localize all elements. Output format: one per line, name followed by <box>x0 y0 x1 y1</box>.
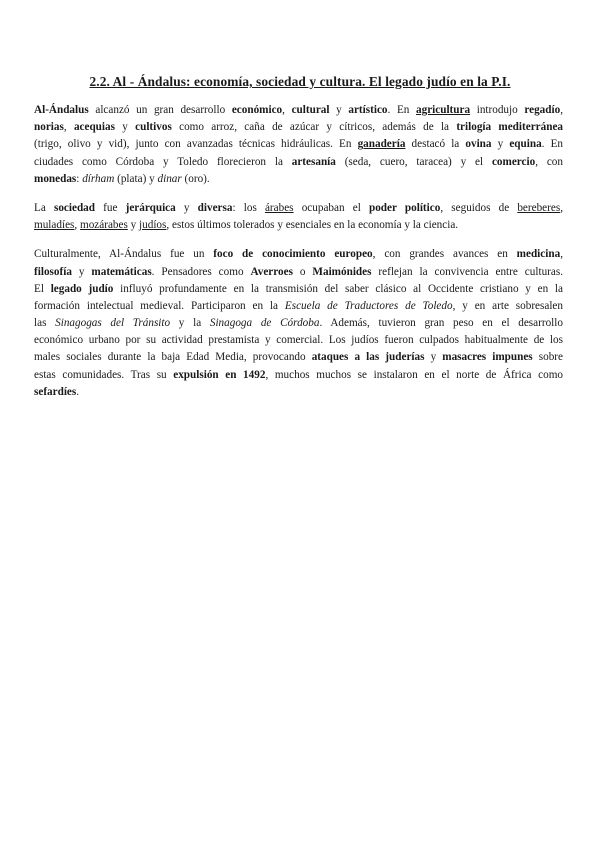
text-run: estas comunidades. Tras su <box>34 368 174 381</box>
term-ganaderia: ganadería <box>357 138 406 151</box>
text-run: destacó la <box>405 138 466 151</box>
text-line <box>34 102 563 119</box>
text-run: y <box>329 104 349 116</box>
text-run: ciudades como Córdoba y Toledo florecieron la <box>34 155 292 168</box>
term-ovina: ovina <box>465 138 492 151</box>
text-line <box>34 171 563 188</box>
text-run: : <box>76 172 83 185</box>
term-averroes: Averroes <box>250 265 293 278</box>
text-run: y <box>114 121 136 134</box>
term-acequias: acequias <box>73 121 115 134</box>
text-line <box>34 349 563 366</box>
term-sinagoga-cordoba: Sinagoga de Córdoba <box>209 317 320 330</box>
term-dirham: dírham <box>82 172 115 185</box>
term-cultural: cultural <box>291 104 330 116</box>
term-dinar: dinar <box>157 172 182 185</box>
text-run: formación intelectual medieval. Participaron en la <box>34 299 285 312</box>
term-foco-conocimiento: foco de conocimiento europeo <box>213 248 373 261</box>
text-line <box>34 264 563 281</box>
text-run: , y en arte sobresalen <box>452 299 563 312</box>
term-trilogia-mediterranea: trilogía mediterránea <box>456 121 564 134</box>
text-line <box>34 154 563 171</box>
text-run: alcanzó un gran desarrollo <box>88 104 232 116</box>
paragraph-economy <box>34 102 563 188</box>
text-line <box>34 281 563 298</box>
term-diversa: diversa <box>197 201 233 214</box>
term-regadio: regadío <box>524 104 561 116</box>
text-run: (plata) y <box>114 172 158 185</box>
term-norias: norias <box>34 121 64 134</box>
text-run: . En <box>541 138 564 151</box>
text-run: (oro). <box>181 172 210 185</box>
term-economico: económico <box>231 104 283 116</box>
text-line <box>34 332 563 349</box>
text-run: (seda, cuero, taracea) y el <box>335 155 492 168</box>
text-run: . <box>76 385 80 398</box>
term-filosofia: filosofía <box>34 265 72 278</box>
term-cultivos: cultivos <box>135 121 172 134</box>
term-monedas: monedas <box>34 172 77 185</box>
text-line <box>34 298 563 315</box>
text-line <box>34 200 563 217</box>
page-title: 2.2. Al - Ándalus: economía, sociedad y cultura. El legado judío en la P.I. <box>89 74 511 89</box>
term-matematicas: matemáticas <box>91 265 152 278</box>
text-line <box>34 246 563 263</box>
text-run: , seguidos de <box>440 201 518 214</box>
term-bereberes: bereberes <box>517 201 561 214</box>
text-run: económico urbano por su actividad prestamista y comercial. Los judíos fueron culpados habitualmente de los <box>34 334 563 347</box>
term-comercio: comercio <box>491 155 536 168</box>
term-arabes: árabes <box>264 201 294 214</box>
text-run: , <box>560 201 563 214</box>
term-ataques-juderias: ataques a las juderías <box>311 351 425 364</box>
text-run: o <box>292 265 313 278</box>
text-run: , <box>560 104 563 116</box>
term-agricultura: agricultura <box>416 104 471 116</box>
text-line <box>34 384 563 401</box>
text-run: , muchos muchos se instalaron en el norte de África como <box>265 368 563 381</box>
text-run: : los <box>232 201 265 214</box>
paragraph-society <box>34 200 563 234</box>
term-judios: judíos <box>139 219 167 232</box>
term-legado-judio: legado judío <box>50 282 114 295</box>
text-run: . Además, tuvieron gran peso en el desarrollo <box>319 317 563 330</box>
text-run: males sociales durante la baja Edad Media, provocando <box>34 351 312 364</box>
text-run: La <box>34 201 54 214</box>
term-escuela-traductores: Escuela de Traductores de Toledo <box>284 299 453 312</box>
term-mozarabes: mozárabes <box>80 219 128 232</box>
text-run: , <box>282 104 292 116</box>
text-line <box>34 217 563 234</box>
text-run: introdujo <box>470 104 525 116</box>
text-run: y <box>71 265 92 278</box>
text-run: reflejan la convivencia entre culturas. <box>371 265 564 278</box>
text-run: y <box>424 351 443 364</box>
term-expulsion-1492: expulsión en 1492 <box>173 368 266 381</box>
term-masacres-impunes: masacres impunes <box>442 351 533 364</box>
term-poder-politico: poder político <box>368 201 441 214</box>
text-run: las <box>34 317 56 330</box>
text-run: influyó profundamente en la transmisión del saber clásico al Occidente cristiano y en la <box>113 282 563 295</box>
text-run: , <box>63 121 74 134</box>
text-run: ocupaban el <box>293 201 369 214</box>
text-run: , <box>560 248 563 261</box>
text-run: fue <box>95 201 126 214</box>
document-body <box>34 102 563 413</box>
term-jerarquica: jerárquica <box>125 201 176 214</box>
term-sociedad: sociedad <box>53 201 95 214</box>
text-run: , con <box>535 155 563 168</box>
term-equina: equina <box>509 138 542 151</box>
term-muladies: muladíes <box>34 219 75 232</box>
text-run: y <box>175 201 198 214</box>
text-line <box>34 119 563 136</box>
text-run: y la <box>170 317 210 330</box>
term-artesania: artesanía <box>291 155 336 168</box>
text-run: (trigo, olivo y vid), junto con avanzadas técnicas hidráulicas. En <box>34 138 358 151</box>
text-run: sobre <box>532 351 563 364</box>
term-maimonides: Maimónides <box>312 265 372 278</box>
text-line <box>34 136 563 153</box>
paragraph-culture <box>34 246 563 401</box>
text-run: . Pensadores como <box>151 265 251 278</box>
text-run: , con grandes avances en <box>372 248 517 261</box>
term-al-andalus: Al-Ándalus <box>34 104 89 116</box>
term-sefardies: sefardíes <box>34 385 77 398</box>
text-run: y <box>491 138 510 151</box>
text-run: y <box>127 219 140 232</box>
text-run: . En <box>387 104 416 116</box>
text-line <box>34 367 563 384</box>
text-run: Culturalmente, Al-Ándalus fue un <box>34 248 214 261</box>
term-artistico: artístico <box>348 104 388 116</box>
text-run: , estos últimos tolerados y esenciales en la economía y la ciencia. <box>166 219 459 232</box>
text-run: como arroz, caña de azúcar y cítricos, además de la <box>171 121 457 134</box>
text-line <box>34 315 563 332</box>
term-medicina: medicina <box>516 248 561 261</box>
text-run: El <box>34 282 51 295</box>
term-sinagoga-transito: Sinagogas del Tránsito <box>55 317 171 330</box>
text-run: , <box>74 219 80 232</box>
